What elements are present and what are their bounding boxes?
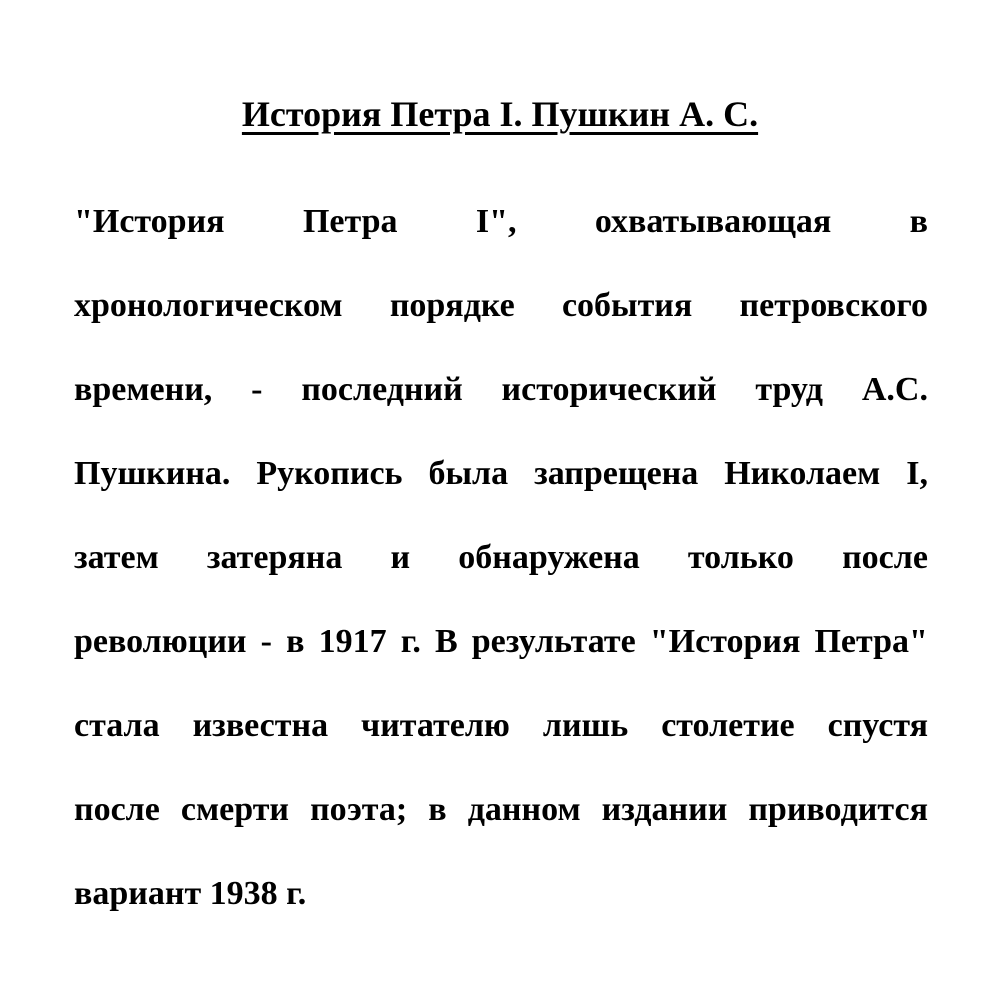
word: времени, xyxy=(74,371,213,408)
paragraph-line-6 xyxy=(74,620,928,664)
word: стала xyxy=(74,707,160,744)
word: после xyxy=(74,791,160,828)
word: охватывающая xyxy=(594,203,832,240)
word: - xyxy=(260,623,272,660)
word: исторический xyxy=(501,371,717,408)
word: данном xyxy=(467,791,581,828)
word: - xyxy=(251,371,263,408)
word: 1917 xyxy=(318,623,387,660)
word: в xyxy=(909,203,928,240)
word: "История xyxy=(649,623,801,660)
word: лишь xyxy=(542,707,629,744)
word: затем xyxy=(74,539,159,576)
word: Николаем xyxy=(724,455,881,492)
word: затеряна xyxy=(206,539,343,576)
word: порядке xyxy=(389,287,515,324)
word: приводится xyxy=(748,791,928,828)
word: труд xyxy=(755,371,823,408)
word: запрещена xyxy=(534,455,699,492)
word: последний xyxy=(301,371,463,408)
word: Рукопись xyxy=(256,455,403,492)
word: Петра xyxy=(302,203,398,240)
word: читателю xyxy=(361,707,510,744)
word: петровского xyxy=(739,287,928,324)
paragraph-line-7 xyxy=(74,704,928,748)
word: и xyxy=(390,539,411,576)
word: обнаружена xyxy=(458,539,640,576)
word: спустя xyxy=(827,707,928,744)
paragraph-line-5 xyxy=(74,536,928,580)
paragraph-line-8 xyxy=(74,788,928,832)
word: I, xyxy=(906,455,928,492)
word: I", xyxy=(475,203,517,240)
document-title xyxy=(0,92,1000,136)
paragraph-line-9 xyxy=(74,872,928,916)
word: только xyxy=(687,539,794,576)
word: Пушкина. xyxy=(74,455,231,492)
word: известна xyxy=(192,707,329,744)
word: Петра" xyxy=(814,623,928,660)
word: в xyxy=(286,623,305,660)
word: после xyxy=(842,539,928,576)
paragraph-line-2 xyxy=(74,284,928,328)
word: хронологическом xyxy=(74,287,343,324)
paragraph-line-4 xyxy=(74,452,928,496)
word: в xyxy=(428,791,447,828)
paragraph-line-1 xyxy=(74,200,928,244)
word: В xyxy=(434,623,458,660)
word: результате xyxy=(471,623,636,660)
word: издании xyxy=(601,791,728,828)
word: революции xyxy=(74,623,247,660)
word: события xyxy=(561,287,693,324)
word: А.С. xyxy=(861,371,928,408)
word: была xyxy=(428,455,509,492)
document-title-text: История Петра I. Пушкин А. С. xyxy=(241,94,759,134)
word: столетие xyxy=(661,707,795,744)
paragraph-line-3 xyxy=(74,368,928,412)
word: поэта; xyxy=(310,791,408,828)
word: смерти xyxy=(180,791,290,828)
word: "История xyxy=(74,203,225,240)
word: г. xyxy=(400,623,421,660)
word: вариант 1938 г. xyxy=(74,875,307,912)
